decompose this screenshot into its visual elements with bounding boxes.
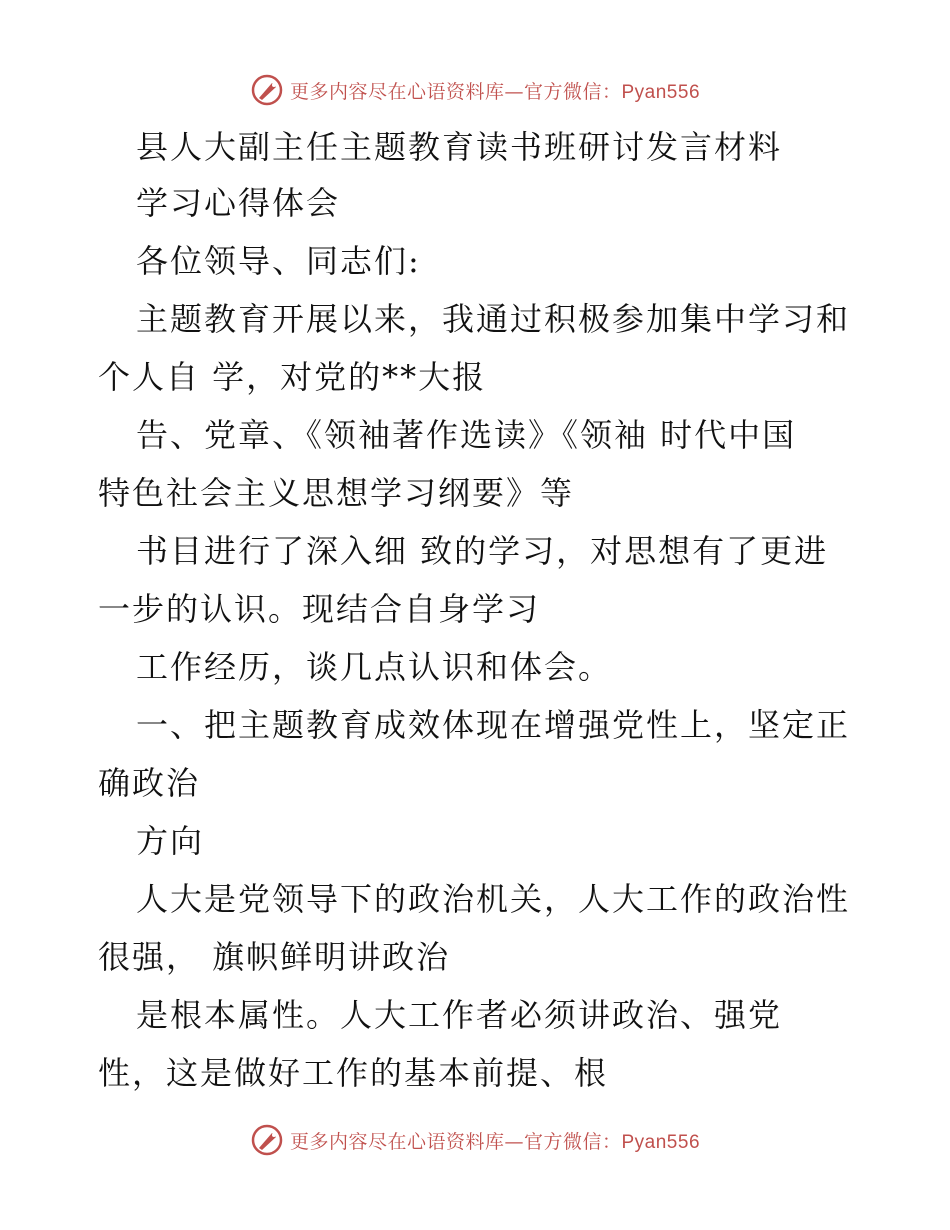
document-title: 县人大副主任主题教育读书班研讨发言材料	[136, 128, 783, 166]
paragraph-line: 是根本属性。人大工作者必须讲政治、强党	[136, 996, 783, 1034]
document-subtitle: 学习心得体会	[136, 184, 341, 222]
paragraph-line: 性，这是做好工作的基本前提、根	[98, 1054, 609, 1092]
section-heading-continued: 确政治	[98, 764, 201, 802]
paragraph-line: 告、党章、《领袖著作选读》《领袖 时代中国	[136, 416, 797, 454]
banner-wechat-label: 官方微信：	[523, 1130, 622, 1153]
paragraph-line: 书目进行了深入细 致的学习，对思想有了更进	[136, 532, 829, 570]
paragraph-line: 工作经历，谈几点认识和体会。	[136, 648, 613, 686]
banner-text	[290, 1127, 700, 1154]
paragraph-line: 特色社会主义思想学习纲要》等	[98, 474, 575, 512]
paragraph-line: 人大是党领导下的政治机关，人大工作的政治性	[136, 880, 851, 918]
banner-wechat-id: Pyan556	[621, 1131, 701, 1153]
section-heading: 一、把主题教育成效体现在增强党性上，坚定正	[136, 706, 851, 744]
banner-separator: —	[504, 1130, 524, 1153]
paragraph-line: 一步的认识。现结合自身学习	[98, 590, 541, 628]
banner-site-name: 更多内容尽在心语资料库	[289, 80, 505, 103]
paragraph-line: 个人自 学，对党的**大报	[98, 358, 487, 396]
banner-text	[290, 77, 700, 104]
paragraph-line: 很强， 旗帜鲜明讲政治	[98, 938, 451, 976]
salutation: 各位领导、同志们:	[136, 242, 421, 280]
banner-wechat-id: Pyan556	[621, 81, 701, 103]
footer-watermark-banner	[0, 1120, 950, 1160]
section-heading-continued: 方向	[136, 822, 205, 860]
pen-nib-logo-icon	[250, 1123, 284, 1157]
banner-site-name: 更多内容尽在心语资料库	[289, 1130, 505, 1153]
banner-separator: —	[504, 80, 524, 103]
pen-nib-logo-icon	[250, 73, 284, 107]
header-watermark-banner	[0, 70, 950, 110]
banner-wechat-label: 官方微信：	[523, 80, 622, 103]
paragraph-line: 主题教育开展以来，我通过积极参加集中学习和	[136, 300, 851, 338]
